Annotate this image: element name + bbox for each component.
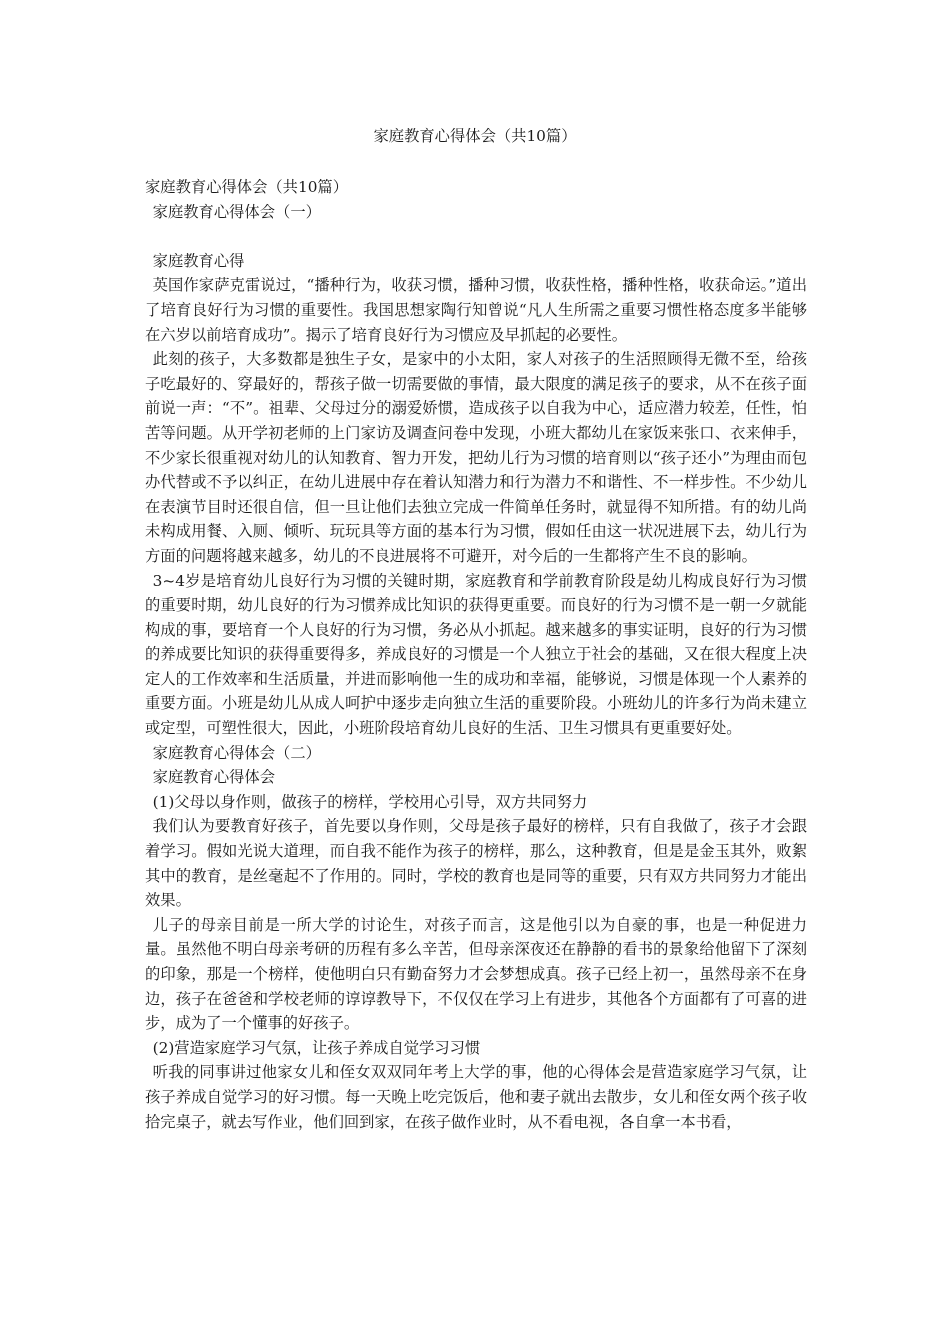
paragraph: 我们认为要教育好孩子，首先要以身作则，父母是孩子最好的榜样，只有自我做了，孩子才会跟着学习。假如光说大道理，而自我不能作为孩子的榜样，那么，这种教育，但是是金玉其外，败絮其中的教育，是丝毫起不了作用的。同时，学校的教育也是同等的重要，只有双方共同努力才能出效果。: [145, 817, 807, 910]
paragraph: 此刻的孩子，大多数都是独生子女，是家中的小太阳，家人对孩子的生活照顾得无微不至，给孩子吃最好的、穿最好的，帮孩子做一切需要做的事情，最大限度的满足孩子的要求，从不在孩子面前说一声：“不”。祖辈、父母过分的溺爱娇惯，造成孩子以自我为中心，适应潜力较差，任性，怕苦等问题。从开学初老师的上门家访及调查问卷中发现，小班大都幼儿在家饭来张口、衣来伸手，不少家长很重视对幼儿的认知教育、智力开发，把幼儿行为习惯的培育则以“孩子还小”为理由而包办代替或不予以纠正，在幼儿进展中存在着认知潜力和行为潜力不和谐性、不一样步性。不少幼儿在表演节目时还很自信，但一旦让他们去独立完成一件简单任务时，就显得不知所措。有的幼儿尚未构成用餐、入厕、倾听、玩玩具等方面的基本行为习惯，假如任由这一状况进展下去，幼儿行为方面的问题将越来越多，幼儿的不良进展将不可避开，对今后的一生都将产生不良的影响。: [145, 350, 807, 565]
section-subheading: 家庭教育心得体会: [152, 768, 276, 787]
document-body: [145, 175, 807, 1134]
section-heading: 家庭教育心得体会（一）: [152, 202, 321, 221]
section-subheading: 家庭教育心得: [152, 251, 245, 270]
list-point: (1)父母以身作则，做孩子的榜样，学校用心引导，双方共同努力: [152, 792, 588, 811]
paragraph: 英国作家萨克雷说过，“播种行为，收获习惯，播种习惯，收获性格，播种性格，收获命运。”道出了培育良好行为习惯的重要性。我国思想家陶行知曾说“凡人生所需之重要习惯性格态度多半能够在六岁以前培育成功”。揭示了培育良好行为习惯应及早抓起的必要性。: [145, 276, 807, 344]
paragraph: 听我的同事讲过他家女儿和侄女双双同年考上大学的事，他的心得体会是营造家庭学习气氛，让孩子养成自觉学习的好习惯。每一天晚上吃完饭后，他和妻子就出去散步，女儿和侄女两个孩子收拾完桌子，就去写作业，他们回到家，在孩子做作业时，从不看电视，各自拿一本书看，: [145, 1063, 807, 1131]
blank-line: [145, 224, 807, 249]
document-subtitle: 家庭教育心得体会（共10篇）: [145, 178, 349, 196]
section-heading: 家庭教育心得体会（二）: [152, 743, 321, 762]
document-title: 家庭教育心得体会（共10篇）: [373, 127, 577, 145]
paragraph: 3~4岁是培育幼儿良好行为习惯的关键时期，家庭教育和学前教育阶段是幼儿构成良好行为习惯的重要时期，幼儿良好的行为习惯养成比知识的获得更重要。而良好的行为习惯不是一朝一夕就能构成的事，要培育一个人良好的行为习惯，务必从小抓起。越来越多的事实证明，良好的行为习惯的养成要比知识的获得重要得多，养成良好的习惯是一个人独立于社会的基础，又在很大程度上决定人的工作效率和生活质量，并进而影响他一生的成功和幸福，能够说，习惯是体现一个人素养的重要方面。小班是幼儿从成人呵护中逐步走向独立生活的重要阶段。小班幼儿的许多行为尚未建立或定型，可塑性很大，因此，小班阶段培育幼儿良好的生活、卫生习惯具有更重要好处。: [145, 571, 807, 738]
list-point: (2)营造家庭学习气氛，让孩子养成自觉学习习惯: [152, 1038, 481, 1057]
paragraph: 儿子的母亲目前是一所大学的讨论生，对孩子而言，这是他引以为自豪的事，也是一种促进力量。虽然他不明白母亲考研的历程有多么辛苦，但母亲深夜还在静静的看书的景象给他留下了深刻的印象，那是一个榜样，使他明白只有勤奋努力才会梦想成真。孩子已经上初一，虽然母亲不在身边，孩子在爸爸和学校老师的谆谆教导下，不仅仅在学习上有进步，其他各个方面都有了可喜的进步，成为了一个懂事的好孩子。: [145, 915, 807, 1033]
